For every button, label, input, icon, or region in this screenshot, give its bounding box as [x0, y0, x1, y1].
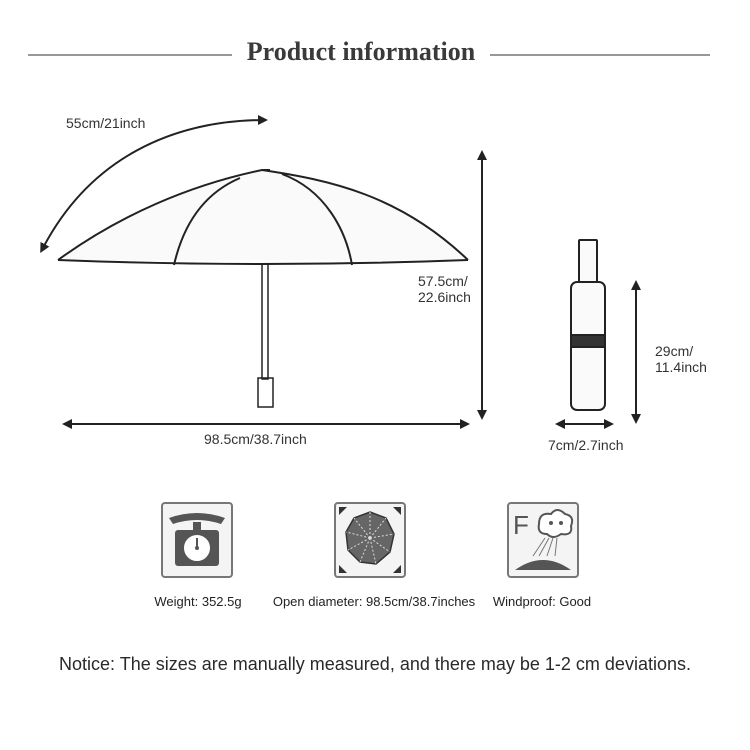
page-title: Product information [232, 30, 490, 74]
folded-height-label-line2: 11.4inch [655, 359, 707, 375]
weight-feature-box [161, 502, 233, 578]
open-diameter-caption: Open diameter: 98.5cm/38.7inches [272, 594, 476, 609]
open-umbrella-icon [336, 504, 404, 576]
weight-caption: Weight: 352.5g [154, 594, 242, 609]
windproof-feature-box [507, 502, 579, 578]
open-width-label: 98.5cm/38.7inch [204, 431, 307, 447]
folded-height-label-line1: 29cm/ [655, 343, 694, 359]
open-umbrella-diagram [58, 170, 468, 407]
notice-text: Notice: The sizes are manually measured, and there may be 1-2 cm deviations. [59, 654, 691, 674]
windproof-caption: Windproof: Good [492, 594, 592, 609]
folded-width-label: 7cm/2.7inch [548, 437, 624, 453]
scale-icon [163, 504, 231, 576]
wind-umbrella-icon [509, 504, 577, 576]
open-diameter-feature-box [334, 502, 406, 578]
height-label-line2: 22.6inch [418, 289, 471, 305]
folded-umbrella-diagram [571, 240, 605, 410]
height-label-line1: 57.5cm/ [418, 273, 468, 289]
svg-text:F: F [513, 510, 529, 540]
arc-length-label: 55cm/21inch [66, 115, 146, 131]
